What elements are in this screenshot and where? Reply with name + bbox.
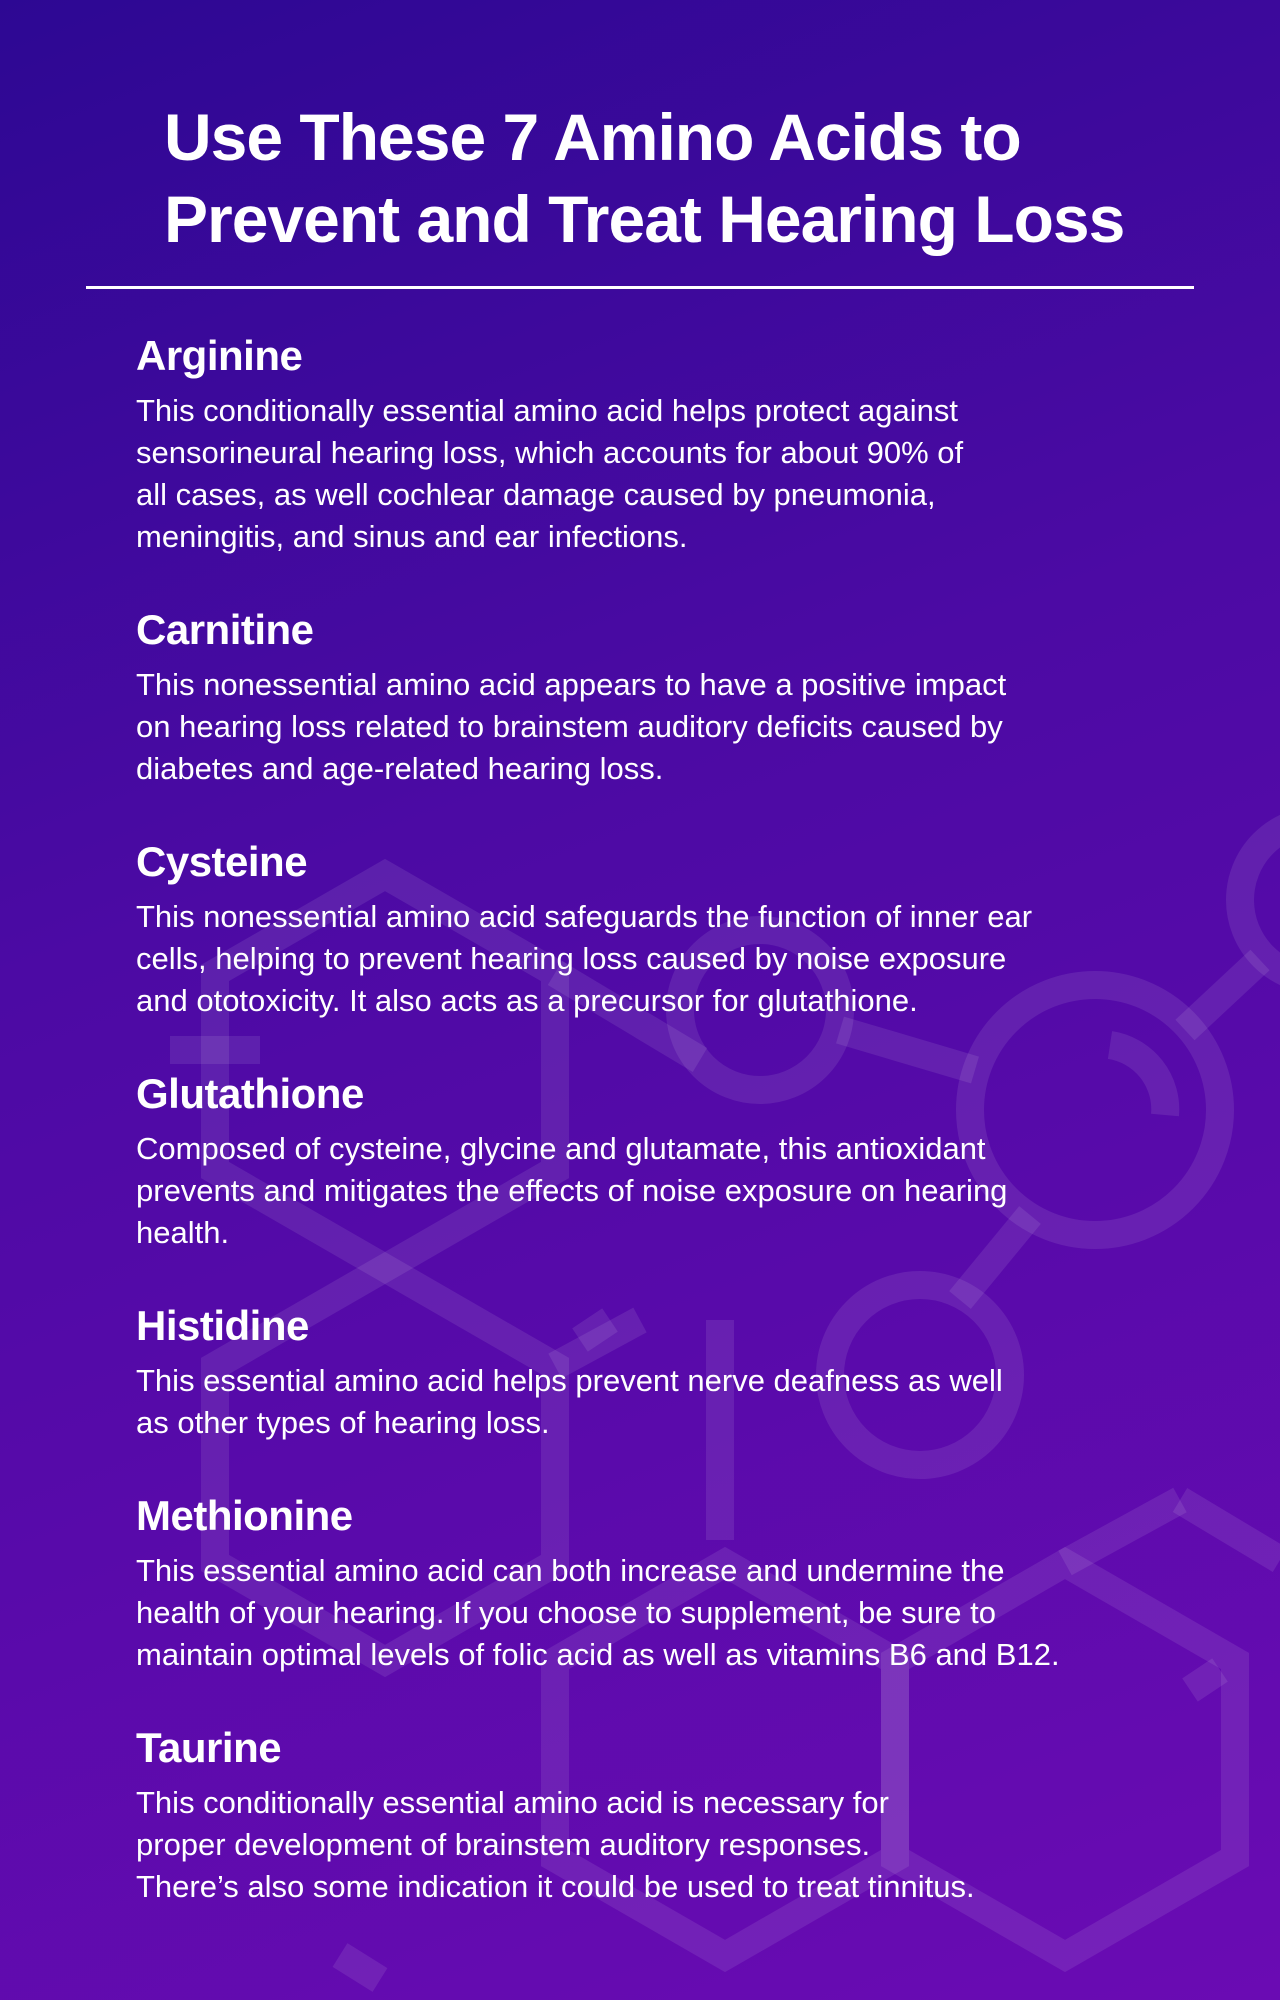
amino-acid-name: Carnitine [136, 606, 314, 653]
list-item-taurine [136, 1722, 1136, 1908]
list-item-carnitine [136, 604, 1136, 790]
page-title [164, 96, 1164, 260]
title-divider [86, 286, 1194, 289]
amino-acid-name: Cysteine [136, 838, 308, 885]
list-item-methionine [136, 1490, 1136, 1676]
list-item-arginine [136, 330, 1136, 558]
amino-acid-description: This nonessential amino acid appears to have a positive impact on hearing loss related to brainstem auditory deficits caused by diabetes and age-related hearing loss. [136, 667, 1007, 786]
amino-acid-name: Methionine [136, 1492, 353, 1539]
list-item-glutathione [136, 1068, 1136, 1254]
title-line-1: Use These 7 Amino Acids to [164, 100, 1021, 174]
amino-acid-name: Arginine [136, 332, 303, 379]
amino-acid-description: This conditionally essential amino acid helps protect against sensorineural hearing loss, which accounts for about 90% of all cases, as well cochlear damage caused by pneumonia, meningitis, and sinus and ear infections. [136, 393, 964, 554]
list-item-cysteine [136, 836, 1136, 1022]
amino-acid-description: This nonessential amino acid safeguards the function of inner ear cells, helping to prevent hearing loss caused by noise exposure and ototoxicity. It also acts as a precursor for glutathione. [136, 899, 1033, 1018]
amino-acid-description: This essential amino acid can both increase and undermine the health of your hearing. If you choose to supplement, be sure to maintain optimal levels of folic acid as well as vitamins B6 and B12. [136, 1553, 1060, 1672]
amino-acid-description: Composed of cysteine, glycine and glutamate, this antioxidant prevents and mitigates the effects of noise exposure on hearing health. [136, 1131, 1008, 1250]
list-item-histidine [136, 1300, 1136, 1444]
amino-acid-name: Taurine [136, 1724, 282, 1771]
amino-acid-description: This essential amino acid helps prevent nerve deafness as well as other types of hearing loss. [136, 1363, 1003, 1440]
amino-acid-list [136, 330, 1136, 1954]
amino-acid-name: Glutathione [136, 1070, 364, 1117]
amino-acid-description: This conditionally essential amino acid is necessary for proper development of brainstem auditory responses. There’s also some indication it could be used to treat tinnitus. [136, 1785, 975, 1904]
title-line-2: Prevent and Treat Hearing Loss [164, 182, 1125, 256]
amino-acid-name: Histidine [136, 1302, 309, 1349]
